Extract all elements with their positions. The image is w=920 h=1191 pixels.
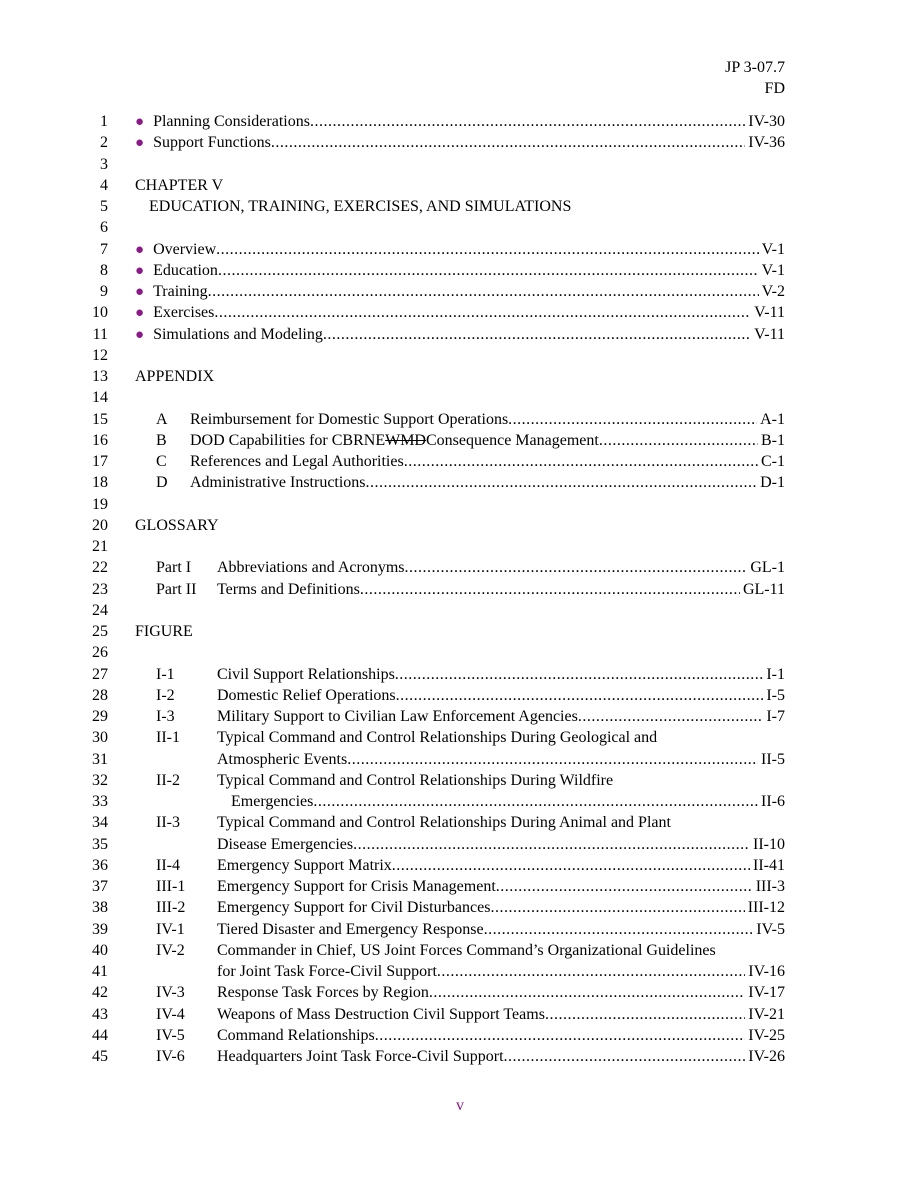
entry-title: Civil Support Relationships [217, 665, 395, 683]
figure-title: Typical Command and Control Relationships During Animal and Plant [217, 814, 671, 832]
bullet-entry [135, 111, 785, 133]
figure-entry [217, 1025, 785, 1046]
line-number: 42 [92, 984, 108, 1002]
line-number: 26 [92, 644, 108, 662]
entry-title: for Joint Task Force-Civil Support [217, 963, 437, 980]
figure-title: Commander in Chief, US Joint Forces Command’s Organizational Guidelines [217, 941, 716, 959]
entry-title: Education [153, 261, 218, 279]
line-number: 9 [100, 283, 108, 300]
line-number: 30 [92, 729, 108, 747]
figure-title: Typical Command and Control Relationships During Geological and [217, 729, 658, 747]
toc-line [0, 579, 920, 600]
dot-leader [271, 132, 745, 153]
figure-id: IV-2 [156, 941, 185, 959]
bullet-entry [135, 324, 785, 346]
toc-line [0, 770, 920, 791]
entry-title: Overview [153, 240, 217, 258]
entry-page: IV-5 [756, 920, 785, 938]
dot-leader [545, 1004, 745, 1025]
entry-title: Planning Considerations [153, 113, 310, 130]
toc-line [0, 557, 920, 578]
figure-entry [217, 834, 785, 855]
figure-id: IV-3 [156, 984, 185, 1002]
entry-page: II-5 [761, 750, 785, 768]
entry-page: IV-36 [748, 134, 785, 152]
dot-leader [323, 324, 751, 345]
bullet-entry [135, 260, 785, 282]
line-number: 23 [92, 580, 108, 598]
entry-title: Emergency Support for Civil Disturbances [217, 899, 491, 917]
figure-id: II-4 [156, 856, 180, 874]
toc-line [0, 281, 920, 302]
entry-page: C-1 [761, 453, 785, 470]
chapter-heading: CHAPTER V [135, 176, 224, 194]
entry-page: I-7 [766, 708, 785, 725]
toc-line [0, 749, 920, 770]
entry-title: Military Support to Civilian Law Enforcement Agencies [217, 708, 578, 725]
entry-page: B-1 [761, 431, 785, 449]
entry-title: Headquarters Joint Task Force-Civil Support [217, 1048, 504, 1065]
figure-entry [217, 855, 785, 876]
toc-line [0, 536, 920, 557]
entry-title: Atmospheric Events [217, 750, 348, 768]
dot-leader [484, 919, 754, 940]
toc-line [0, 132, 920, 153]
entry-page: I-1 [766, 665, 785, 683]
appendix-letter: B [156, 431, 167, 449]
entry-title: Command Relationships [217, 1026, 375, 1044]
line-number: 3 [100, 155, 108, 173]
toc-line [0, 685, 920, 706]
entry-title: Response Task Forces by Region [217, 984, 429, 1002]
figure-id: III-1 [156, 878, 186, 895]
bullet-icon: ● [135, 262, 145, 279]
toc-line [0, 111, 920, 132]
figure-entry [217, 876, 785, 897]
bullet-entry [135, 239, 785, 261]
entry-title: Emergencies [231, 793, 314, 810]
figure-entry [231, 791, 785, 812]
toc-line [0, 876, 920, 897]
line-number: 40 [92, 941, 108, 959]
appendix-heading: APPENDIX [135, 368, 215, 385]
dot-leader [313, 791, 758, 812]
entry-page: V-11 [754, 304, 785, 322]
line-number: 14 [92, 389, 108, 407]
toc-line [0, 1025, 920, 1046]
dot-leader [404, 451, 758, 472]
line-number: 18 [92, 474, 108, 492]
appendix-entry [190, 430, 785, 451]
dot-leader [599, 430, 758, 451]
line-number: 34 [92, 814, 108, 832]
dot-leader [437, 961, 745, 982]
figure-entry [217, 664, 785, 685]
entry-page: III-3 [755, 878, 785, 895]
line-number: 44 [92, 1026, 108, 1044]
toc-line [0, 260, 920, 281]
figure-entry [217, 919, 785, 940]
figure-id: I-2 [156, 686, 175, 704]
line-number: 8 [100, 261, 108, 279]
appendix-letter: D [156, 474, 168, 492]
figure-id: III-2 [156, 899, 186, 917]
figure-id: I-3 [156, 708, 175, 725]
line-number: 12 [92, 346, 108, 364]
glossary-part: Part II [156, 580, 197, 598]
appendix-letter: C [156, 453, 167, 470]
dot-leader [405, 557, 748, 578]
entry-title: Reimbursement for Domestic Support Operations [190, 410, 509, 428]
dot-leader [353, 834, 750, 855]
line-number: 20 [92, 516, 108, 534]
entry-page: IV-30 [748, 113, 785, 130]
line-number: 22 [92, 559, 108, 577]
dot-leader [347, 749, 758, 770]
line-number: 10 [92, 304, 108, 322]
toc-line [0, 855, 920, 876]
dot-leader [208, 281, 759, 302]
dot-leader [366, 472, 758, 493]
figure-id: II-2 [156, 771, 180, 789]
figure-id: IV-5 [156, 1026, 185, 1044]
line-number: 17 [92, 453, 108, 470]
line-number: 37 [92, 878, 108, 895]
line-number: 36 [92, 856, 108, 874]
bullet-icon: ● [135, 284, 145, 300]
figure-entry [217, 961, 785, 982]
glossary-part: Part I [156, 559, 192, 577]
bullet-entry [135, 281, 785, 303]
line-number: 24 [92, 601, 108, 619]
figure-title: Typical Command and Control Relationships During Wildfire [217, 771, 614, 789]
figure-id: II-3 [156, 814, 180, 832]
entry-title: Emergency Support for Crisis Management [217, 878, 496, 895]
toc-line [0, 175, 920, 196]
line-number: 5 [100, 198, 108, 215]
dot-leader [375, 1025, 745, 1046]
toc-line [0, 430, 920, 451]
dot-leader [490, 897, 744, 918]
dot-leader [496, 876, 753, 897]
entry-page: II-10 [753, 835, 785, 853]
figure-id: II-1 [156, 729, 180, 747]
line-number: 21 [92, 538, 108, 555]
dot-leader [310, 111, 745, 132]
entry-title-after: Consequence Management [425, 431, 599, 449]
figure-entry [217, 1046, 785, 1067]
entry-page: GL-11 [742, 580, 785, 598]
toc-line [0, 727, 920, 748]
figure-entry [217, 897, 785, 918]
line-number: 28 [92, 686, 108, 704]
toc-line [0, 812, 920, 833]
line-number: 25 [92, 623, 108, 640]
entry-title: Terms and Definitions [217, 580, 360, 598]
line-number: 31 [92, 750, 108, 768]
bullet-icon: ● [135, 326, 145, 343]
dot-leader [504, 1046, 746, 1067]
dot-leader [429, 982, 745, 1003]
line-number: 6 [100, 219, 108, 237]
entry-page: IV-26 [748, 1048, 785, 1065]
toc-line [0, 387, 920, 408]
dot-leader [395, 664, 764, 685]
line-number: 43 [92, 1005, 108, 1023]
line-number: 13 [92, 368, 108, 385]
line-number: 7 [100, 240, 108, 258]
entry-title: Tiered Disaster and Emergency Response [217, 920, 484, 938]
entry-page: IV-16 [748, 963, 785, 980]
toc-line [0, 409, 920, 430]
doc-version: FD [764, 80, 785, 97]
appendix-entry [190, 409, 785, 430]
glossary-heading: GLOSSARY [135, 516, 219, 534]
line-number: 32 [92, 771, 108, 789]
entry-title: Simulations and Modeling [153, 325, 323, 343]
line-number: 11 [92, 325, 108, 343]
entry-title: References and Legal Authorities [190, 453, 404, 470]
line-number: 33 [92, 793, 108, 810]
line-number: 39 [92, 920, 108, 938]
bullet-entry [135, 132, 785, 154]
dot-leader [578, 706, 764, 727]
entry-page: IV-25 [748, 1026, 785, 1044]
toc-line [0, 642, 920, 663]
line-number: 4 [100, 176, 108, 194]
entry-page: II-41 [753, 856, 785, 874]
bullet-icon: ● [135, 305, 145, 322]
bullet-icon: ● [135, 135, 145, 152]
chapter-title: EDUCATION, TRAINING, EXERCISES, AND SIMULATIONS [149, 198, 572, 215]
figure-id: I-1 [156, 665, 175, 683]
toc-line [0, 494, 920, 515]
glossary-entry [217, 557, 785, 578]
toc-line [0, 154, 920, 175]
dot-leader [214, 302, 751, 323]
toc-line [0, 600, 920, 621]
entry-page: I-5 [766, 686, 785, 704]
figure-id: IV-1 [156, 920, 185, 938]
figure-entry [217, 706, 785, 727]
entry-page: V-1 [761, 261, 785, 279]
page-number: v [456, 1097, 464, 1114]
entry-title: Weapons of Mass Destruction Civil Support Teams [217, 1005, 545, 1023]
toc-line [0, 621, 920, 642]
toc-line [0, 791, 920, 812]
toc-line [0, 302, 920, 323]
dot-leader [396, 685, 764, 706]
toc-line [0, 239, 920, 260]
line-number: 35 [92, 835, 108, 853]
toc-line [0, 897, 920, 918]
entry-page: IV-17 [748, 984, 785, 1002]
line-number: 38 [92, 899, 108, 917]
bullet-icon: ● [135, 241, 145, 258]
toc-line [0, 834, 920, 855]
line-number: 41 [92, 963, 108, 980]
line-number: 27 [92, 665, 108, 683]
entry-title: Administrative Instructions [190, 474, 366, 492]
entry-page: D-1 [760, 474, 785, 492]
line-number: 2 [100, 134, 108, 152]
entry-page: III-12 [747, 899, 785, 917]
toc-line [0, 982, 920, 1003]
toc-line [0, 1046, 920, 1067]
dot-leader [508, 409, 757, 430]
figure-id: IV-4 [156, 1005, 185, 1023]
entry-title: Emergency Support Matrix [217, 856, 392, 874]
line-number: 1 [100, 113, 108, 130]
toc-line [0, 217, 920, 238]
bullet-icon: ● [135, 114, 145, 130]
appendix-letter: A [156, 410, 168, 428]
entry-title: Support Functions [153, 134, 271, 152]
toc-line [0, 472, 920, 493]
toc-line [0, 345, 920, 366]
entry-page: IV-21 [748, 1005, 785, 1023]
glossary-entry [217, 579, 785, 600]
entry-title: DOD Capabilities for CBRNE [190, 431, 386, 449]
doc-id: JP 3-07.7 [725, 59, 785, 76]
figure-heading: FIGURE [135, 623, 193, 640]
dot-leader [360, 579, 740, 600]
line-number: 19 [92, 495, 108, 513]
entry-page: V-11 [754, 325, 785, 343]
toc-line [0, 706, 920, 727]
line-number: 45 [92, 1048, 108, 1065]
line-number: 16 [92, 431, 108, 449]
figure-entry [217, 982, 785, 1003]
line-number: 29 [92, 708, 108, 725]
struck-text: WMD [385, 431, 426, 449]
bullet-entry [135, 302, 785, 324]
toc-line [0, 451, 920, 472]
entry-title: Training [153, 283, 208, 300]
appendix-entry [190, 451, 785, 472]
figure-entry [217, 685, 785, 706]
entry-page: V-2 [761, 283, 785, 300]
entry-title: Domestic Relief Operations [217, 686, 396, 704]
entry-title: Disease Emergencies [217, 835, 354, 853]
entry-page: A-1 [760, 410, 785, 428]
entry-page: V-1 [761, 240, 785, 258]
toc-line [0, 366, 920, 387]
dot-leader [216, 239, 758, 260]
toc-line [0, 1004, 920, 1025]
toc-line [0, 919, 920, 940]
appendix-entry [190, 472, 785, 493]
entry-page: II-6 [761, 793, 785, 810]
toc-line [0, 664, 920, 685]
figure-entry [217, 749, 785, 770]
entry-title: Abbreviations and Acronyms [217, 559, 405, 577]
line-number: 15 [92, 410, 108, 428]
entry-page: GL-1 [750, 559, 785, 577]
figure-id: IV-6 [156, 1048, 185, 1065]
dot-leader [218, 260, 759, 281]
toc-line [0, 196, 920, 217]
toc-line [0, 961, 920, 982]
figure-entry [217, 1004, 785, 1025]
toc-line [0, 324, 920, 345]
toc-line [0, 940, 920, 961]
entry-title: Exercises [153, 304, 215, 322]
toc-line [0, 515, 920, 536]
dot-leader [392, 855, 750, 876]
